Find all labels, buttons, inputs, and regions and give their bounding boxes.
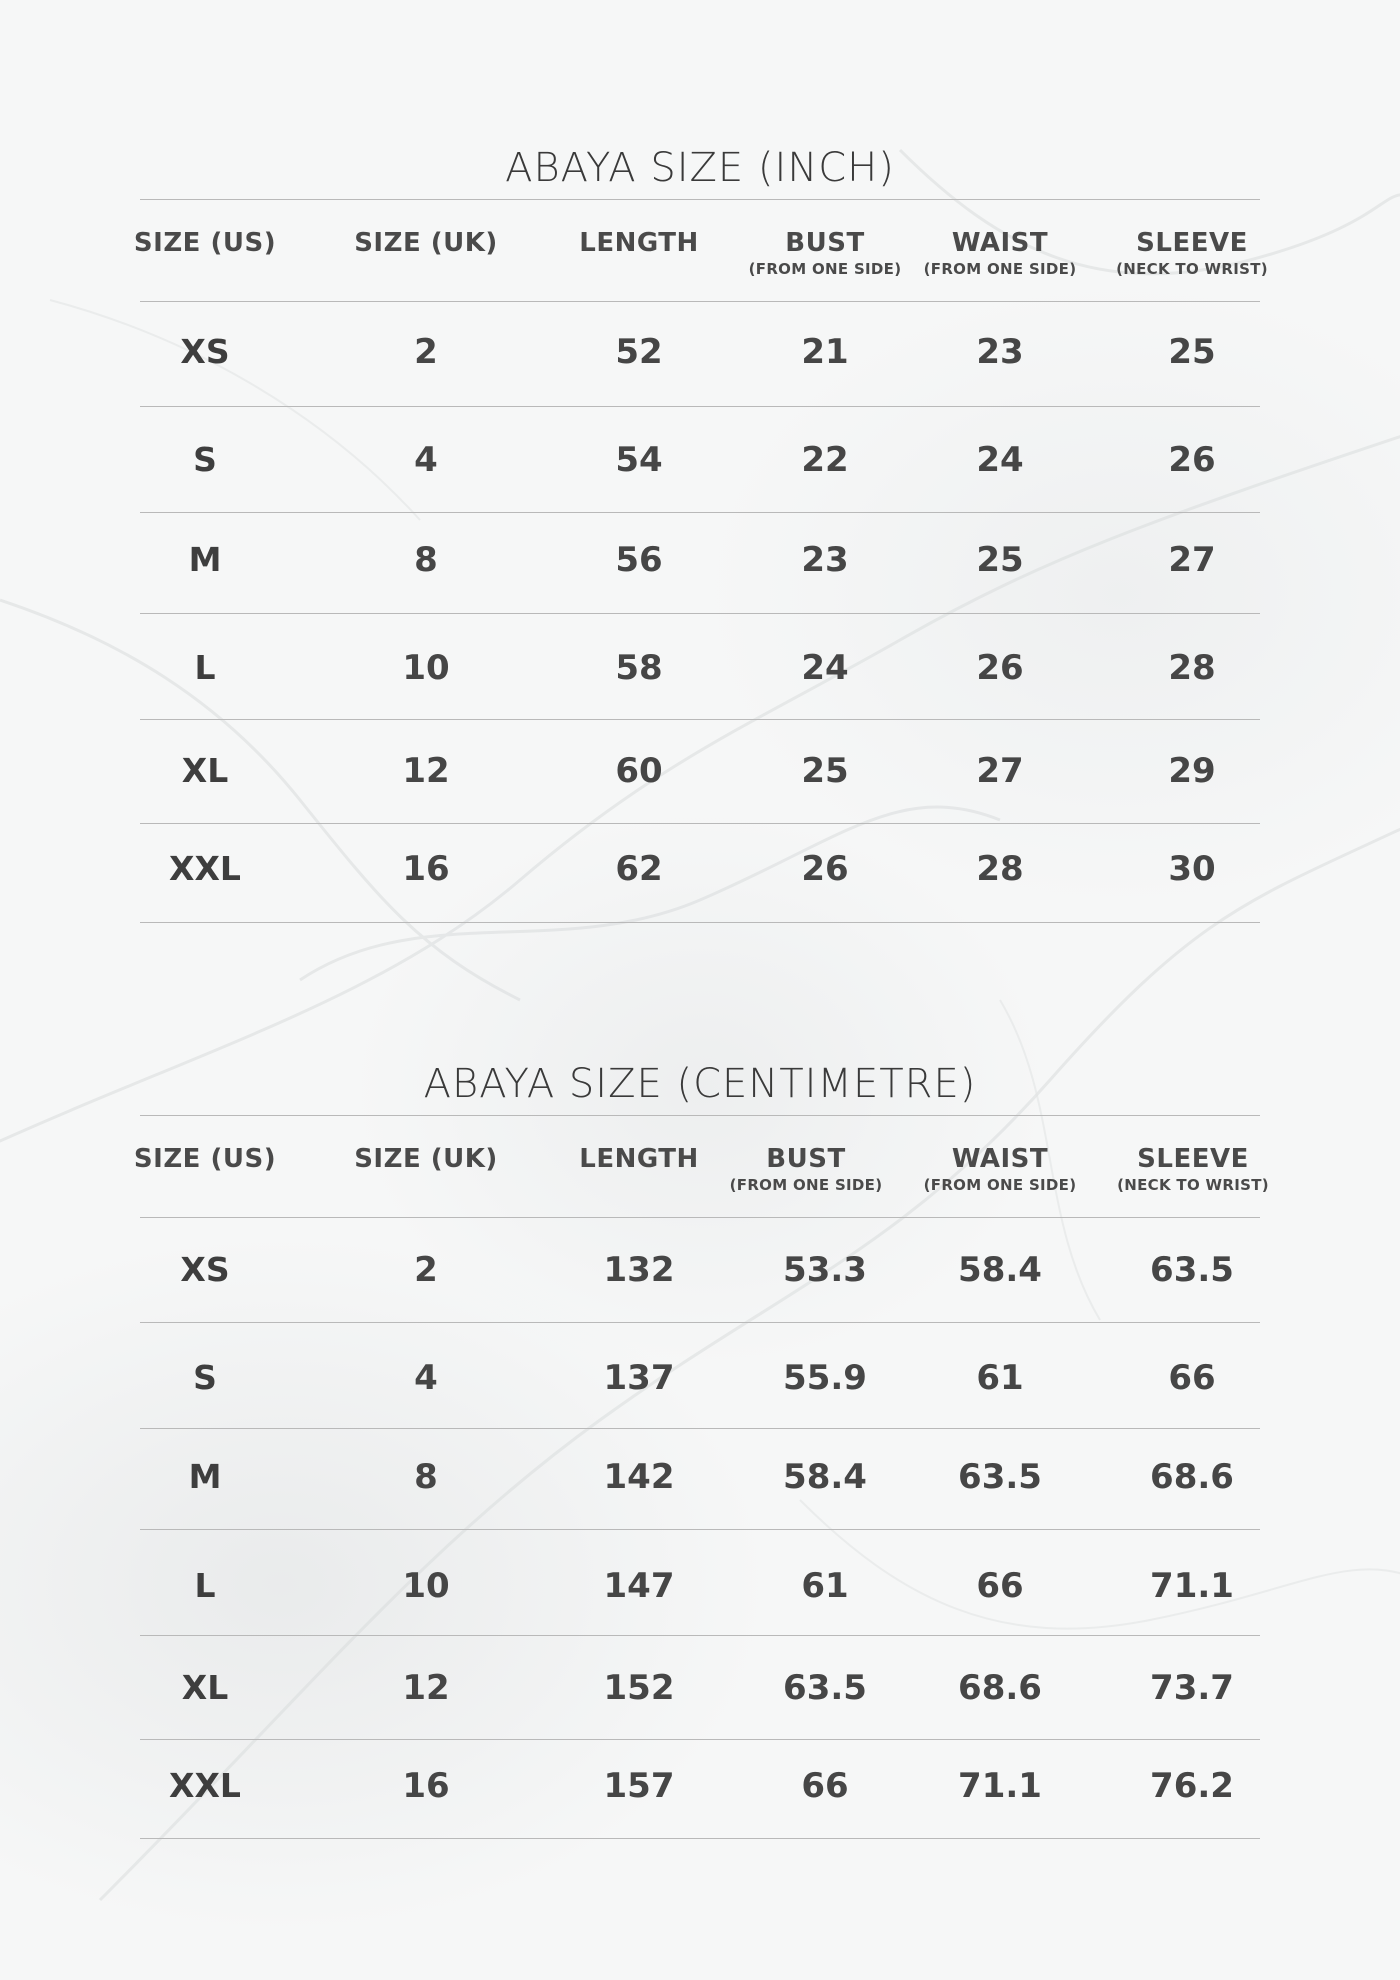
- cell-size-uk: 12: [402, 1668, 450, 1708]
- cell-size-uk: 4: [414, 1358, 438, 1398]
- row-rule: [140, 1635, 1260, 1636]
- header-length: LENGTH: [579, 228, 699, 258]
- header-sleeve: SLEEVE (NECK TO WRIST): [1117, 1144, 1269, 1194]
- header-length: LENGTH: [579, 1144, 699, 1174]
- header-size-uk: SIZE (UK): [354, 228, 498, 258]
- cell-size-uk: 8: [414, 540, 438, 580]
- cell-waist: 66: [976, 1566, 1024, 1606]
- cell-waist: 58.4: [958, 1250, 1042, 1290]
- cell-size-uk: 10: [402, 648, 450, 688]
- cell-size-us: S: [193, 440, 217, 479]
- row-rule: [140, 922, 1260, 923]
- header-row: [133, 228, 1268, 328]
- cell-size-uk: 16: [402, 1766, 450, 1806]
- cell-waist: 26: [976, 648, 1024, 688]
- header-waist: WAIST (FROM ONE SIDE): [923, 228, 1077, 278]
- cell-size-us: L: [194, 1566, 216, 1605]
- cell-size-uk: 16: [402, 849, 450, 889]
- header-rule: [140, 1217, 1260, 1218]
- cell-length: 56: [615, 540, 663, 580]
- cell-waist: 71.1: [958, 1766, 1042, 1806]
- cell-waist: 28: [976, 849, 1024, 889]
- cell-sleeve: 26: [1168, 440, 1216, 480]
- cell-sleeve: 73.7: [1150, 1668, 1234, 1708]
- cell-sleeve: 71.1: [1150, 1566, 1234, 1606]
- cell-size-us: XL: [181, 1668, 229, 1707]
- header-size-us: SIZE (US): [133, 228, 277, 258]
- header-sleeve: SLEEVE (NECK TO WRIST): [1116, 228, 1268, 278]
- title-rule: [140, 1115, 1260, 1116]
- cell-length: 132: [603, 1250, 675, 1290]
- cell-waist: 25: [976, 540, 1024, 580]
- header-rule: [140, 301, 1260, 302]
- row-rule: [140, 823, 1260, 824]
- cell-size-uk: 4: [414, 440, 438, 480]
- cell-length: 157: [603, 1766, 675, 1806]
- row-rule: [140, 1739, 1260, 1740]
- header-row: [133, 1144, 1269, 1244]
- cell-bust: 23: [801, 540, 849, 580]
- header-bust: BUST (FROM ONE SIDE): [729, 1144, 883, 1194]
- header-waist: WAIST (FROM ONE SIDE): [923, 1144, 1077, 1194]
- cell-sleeve: 76.2: [1150, 1766, 1234, 1806]
- cell-sleeve: 63.5: [1150, 1250, 1234, 1290]
- header-size-us: SIZE (US): [133, 1144, 277, 1174]
- row-rule: [140, 1428, 1260, 1429]
- cell-bust: 55.9: [783, 1358, 867, 1398]
- cell-bust: 22: [801, 440, 849, 480]
- cell-bust: 25: [801, 751, 849, 791]
- cell-sleeve: 25: [1168, 332, 1216, 372]
- cell-length: 152: [603, 1668, 675, 1708]
- cell-size-us: XXL: [169, 1766, 241, 1805]
- row-rule: [140, 719, 1260, 720]
- cell-waist: 68.6: [958, 1668, 1042, 1708]
- cell-sleeve: 66: [1168, 1358, 1216, 1398]
- cell-sleeve: 68.6: [1150, 1457, 1234, 1497]
- cell-length: 147: [603, 1566, 675, 1606]
- cell-bust: 26: [801, 849, 849, 889]
- row-rule: [140, 613, 1260, 614]
- cell-length: 62: [615, 849, 663, 889]
- cell-sleeve: 30: [1168, 849, 1216, 889]
- cell-bust: 61: [801, 1566, 849, 1606]
- table-title: ABAYA SIZE (CENTIMETRE): [423, 1061, 977, 1107]
- cell-size-uk: 8: [414, 1457, 438, 1497]
- row-rule: [140, 512, 1260, 513]
- cell-size-us: XS: [180, 332, 230, 371]
- cell-bust: 21: [801, 332, 849, 372]
- cell-size-uk: 2: [414, 1250, 438, 1290]
- cell-size-us: M: [188, 540, 222, 579]
- cell-bust: 58.4: [783, 1457, 867, 1497]
- cell-length: 52: [615, 332, 663, 372]
- cell-waist: 23: [976, 332, 1024, 372]
- cell-waist: 24: [976, 440, 1024, 480]
- cell-waist: 61: [976, 1358, 1024, 1398]
- cell-size-us: XXL: [169, 849, 241, 888]
- cell-sleeve: 28: [1168, 648, 1216, 688]
- cell-size-us: S: [193, 1358, 217, 1397]
- cell-size-us: XS: [180, 1250, 230, 1289]
- cell-length: 137: [603, 1358, 675, 1398]
- cell-size-us: XL: [181, 751, 229, 790]
- header-bust: BUST (FROM ONE SIDE): [748, 228, 902, 278]
- row-rule: [140, 406, 1260, 407]
- cell-bust: 63.5: [783, 1668, 867, 1708]
- cell-size-uk: 2: [414, 332, 438, 372]
- cell-size-uk: 12: [402, 751, 450, 791]
- cell-sleeve: 29: [1168, 751, 1216, 791]
- cell-bust: 53.3: [783, 1250, 867, 1290]
- cell-bust: 24: [801, 648, 849, 688]
- header-size-uk: SIZE (UK): [354, 1144, 498, 1174]
- cell-length: 60: [615, 751, 663, 791]
- cell-length: 142: [603, 1457, 675, 1497]
- cell-size-us: M: [188, 1457, 222, 1496]
- row-rule: [140, 1322, 1260, 1323]
- cell-waist: 63.5: [958, 1457, 1042, 1497]
- cell-length: 58: [615, 648, 663, 688]
- cell-sleeve: 27: [1168, 540, 1216, 580]
- cell-size-us: L: [194, 648, 216, 687]
- title-rule: [140, 199, 1260, 200]
- table-title: ABAYA SIZE (INCH): [505, 145, 895, 191]
- cell-length: 54: [615, 440, 663, 480]
- row-rule: [140, 1838, 1260, 1839]
- cell-bust: 66: [801, 1766, 849, 1806]
- cell-waist: 27: [976, 751, 1024, 791]
- row-rule: [140, 1529, 1260, 1530]
- cell-size-uk: 10: [402, 1566, 450, 1606]
